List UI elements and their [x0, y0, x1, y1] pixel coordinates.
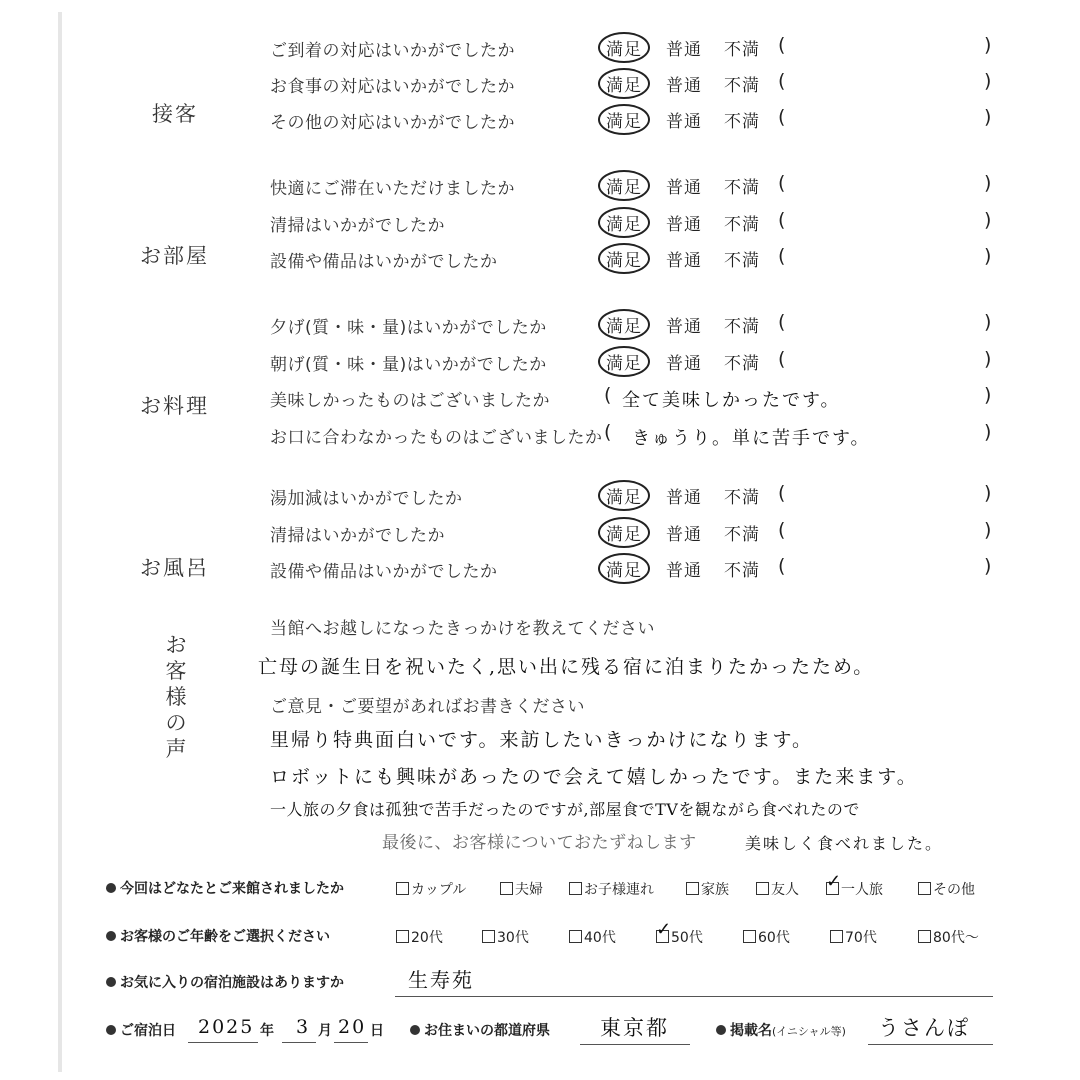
companion-label: 夫婦 [515, 882, 543, 898]
stay-month-unit: 月 [318, 1023, 332, 1039]
option-normal[interactable]: 普通 [666, 251, 702, 271]
answer-tasty: 全て美味しかったです。 [622, 390, 841, 411]
section-service: 接客 [152, 102, 198, 126]
paren-close: ) [984, 245, 992, 267]
age-label: 80代〜 [933, 930, 979, 946]
companion-question: 今回はどなたとご来館されましたか [106, 878, 344, 898]
opinion-line-4: 美味しく食べれました。 [745, 834, 944, 853]
age-label: 20代 [411, 930, 443, 946]
option-unsatisfied[interactable]: 不満 [724, 112, 760, 132]
paren-close: ) [984, 106, 992, 128]
option-satisfied-circled[interactable]: 満足 [598, 170, 650, 201]
final-question: 最後に、お客様についておたずねします [382, 833, 697, 853]
option-satisfied-circled[interactable]: 満足 [598, 553, 650, 584]
option-normal[interactable]: 普通 [666, 40, 702, 60]
companion-option[interactable] [826, 871, 883, 899]
option-satisfied-circled[interactable]: 満足 [598, 207, 650, 238]
question-7: 夕げ(質・味・量)はいかがでしたか [270, 318, 547, 338]
checkbox[interactable] [396, 930, 409, 943]
checkbox[interactable] [686, 882, 699, 895]
paren-close: ) [984, 482, 992, 504]
paren-close: ) [984, 519, 992, 541]
checkbox[interactable] [918, 930, 931, 943]
paren-open: ( [604, 384, 612, 406]
question-4: 快適にご滞在いただけましたか [270, 179, 515, 199]
question-2: お食事の対応はいかがでしたか [270, 77, 515, 97]
question-12: 清掃はいかがでしたか [270, 526, 445, 546]
opinion-line-2: ロボットにも興味があったので会えて嬉しかったです。また来ます。 [270, 766, 918, 788]
option-unsatisfied[interactable]: 不満 [724, 317, 760, 337]
stay-label: ご宿泊日 [106, 1020, 176, 1040]
paren-open: ( [778, 482, 786, 504]
option-satisfied-circled[interactable]: 満足 [598, 517, 650, 548]
paren-open: ( [778, 172, 786, 194]
question-8: 朝げ(質・味・量)はいかがでしたか [270, 355, 547, 375]
opinion-line-1: 里帰り特典面白いです。来訪したいきっかけになります。 [270, 729, 813, 751]
option-satisfied-circled[interactable]: 満足 [598, 68, 650, 99]
option-normal[interactable]: 普通 [666, 215, 702, 235]
year-underline [188, 1042, 258, 1043]
stay-year-unit: 年 [260, 1023, 274, 1039]
option-unsatisfied[interactable]: 不満 [724, 525, 760, 545]
age-label: 50代 [671, 930, 703, 946]
paren-open: ( [778, 519, 786, 541]
favorite-underline [395, 996, 993, 997]
bullet-icon [410, 1025, 420, 1035]
age-option[interactable] [830, 927, 877, 947]
companion-option[interactable] [569, 879, 654, 899]
age-label: 60代 [758, 930, 790, 946]
paren-open: ( [604, 421, 612, 443]
companion-option[interactable] [396, 879, 466, 899]
option-normal[interactable]: 普通 [666, 561, 702, 581]
bullet-icon [106, 931, 116, 941]
left-margin-bar [58, 12, 62, 1072]
paren-open: ( [778, 209, 786, 231]
option-satisfied-circled[interactable]: 満足 [598, 243, 650, 274]
checkbox[interactable] [743, 930, 756, 943]
section-bath: お風呂 [140, 556, 209, 580]
option-normal[interactable]: 普通 [666, 354, 702, 374]
prefecture-answer[interactable]: 東京都 [600, 1016, 669, 1040]
opinion-question: ご意見・ご要望があればお書きください [270, 697, 585, 717]
checkbox[interactable] [500, 882, 513, 895]
option-unsatisfied[interactable]: 不満 [724, 178, 760, 198]
option-normal[interactable]: 普通 [666, 317, 702, 337]
reason-answer: 亡母の誕生日を祝いたく,思い出に残る宿に泊まりたかったため。 [258, 656, 875, 678]
paren-close: ) [984, 348, 992, 370]
paren-open: ( [778, 348, 786, 370]
option-satisfied-circled[interactable]: 満足 [598, 309, 650, 340]
option-unsatisfied[interactable]: 不満 [724, 354, 760, 374]
question-11: 湯加減はいかがでしたか [270, 489, 463, 509]
checkbox[interactable] [396, 882, 409, 895]
option-normal[interactable]: 普通 [666, 178, 702, 198]
companion-option[interactable] [756, 879, 799, 899]
paren-close: ) [984, 172, 992, 194]
companion-option[interactable] [686, 879, 729, 899]
option-satisfied-circled[interactable]: 満足 [598, 104, 650, 135]
checkbox[interactable] [569, 882, 582, 895]
day-underline [334, 1042, 368, 1043]
question-10: お口に合わなかったものはございましたか [270, 428, 603, 448]
companion-label: 友人 [771, 882, 799, 898]
paren-open: ( [778, 555, 786, 577]
age-option[interactable] [656, 919, 703, 947]
age-label: 70代 [845, 930, 877, 946]
paren-close: ) [984, 34, 992, 56]
stay-day[interactable]: 20 [338, 1016, 367, 1038]
paren-open: ( [778, 106, 786, 128]
companion-label: 家族 [701, 882, 729, 898]
age-option[interactable] [569, 927, 616, 947]
stay-day-unit: 日 [370, 1023, 384, 1039]
paren-close: ) [984, 70, 992, 92]
bullet-icon [716, 1025, 726, 1035]
paren-close: ) [984, 421, 992, 443]
option-satisfied-circled[interactable]: 満足 [598, 480, 650, 511]
companion-label: その他 [933, 882, 975, 898]
age-option[interactable] [482, 927, 529, 947]
option-normal[interactable]: 普通 [666, 525, 702, 545]
option-unsatisfied[interactable]: 不満 [724, 488, 760, 508]
month-underline [282, 1042, 316, 1043]
section-room: お部屋 [140, 244, 209, 268]
paren-open: ( [778, 245, 786, 267]
checkbox[interactable] [830, 930, 843, 943]
paren-close: ) [984, 555, 992, 577]
prefecture-label: お住まいの都道府県 [410, 1020, 550, 1040]
checkmark-icon: ✓ [656, 919, 672, 940]
nickname-label: 掲載名(イニシャル等) [716, 1020, 846, 1040]
paren-open: ( [778, 34, 786, 56]
question-9: 美味しかったものはございましたか [270, 391, 550, 411]
option-unsatisfied[interactable]: 不満 [724, 251, 760, 271]
checkbox[interactable] [756, 882, 769, 895]
stay-month[interactable]: 3 [296, 1016, 311, 1038]
checkbox[interactable] [918, 882, 931, 895]
bullet-icon [106, 1025, 116, 1035]
section-food: お料理 [140, 394, 209, 418]
prefecture-underline [580, 1044, 690, 1045]
favorite-question: お気に入りの宿泊施設はありますか [106, 972, 344, 992]
option-normal[interactable]: 普通 [666, 112, 702, 132]
bullet-icon [106, 883, 116, 893]
age-option[interactable] [743, 927, 790, 947]
paren-close: ) [984, 311, 992, 333]
paren-open: ( [778, 311, 786, 333]
reason-question: 当館へお越しになったきっかけを教えてください [270, 619, 655, 639]
question-3: その他の対応はいかがでしたか [270, 113, 515, 133]
age-option[interactable] [396, 927, 443, 947]
question-6: 設備や備品はいかがでしたか [270, 252, 498, 272]
checkbox[interactable] [482, 930, 495, 943]
option-satisfied-circled[interactable]: 満足 [598, 346, 650, 377]
option-satisfied-circled[interactable]: 満足 [598, 32, 650, 63]
answer-disliked: きゅうり。単に苦手です。 [632, 428, 871, 449]
paren-close: ) [984, 209, 992, 231]
question-13: 設備や備品はいかがでしたか [270, 562, 498, 582]
section-voice: お客様の声 [165, 633, 187, 761]
age-question: お客様のご年齢をご選択ください [106, 926, 330, 946]
opinion-line-3: 一人旅の夕食は孤独で苦手だったのですが,部屋食でTVを観ながら食べれたので [270, 800, 860, 819]
option-normal[interactable]: 普通 [666, 488, 702, 508]
favorite-answer[interactable]: 生寿苑 [408, 968, 474, 992]
checkbox[interactable] [569, 930, 582, 943]
companion-label: お子様連れ [584, 882, 654, 898]
paren-close: ) [984, 384, 992, 406]
age-option[interactable] [918, 927, 979, 947]
question-5: 清掃はいかがでしたか [270, 216, 445, 236]
question-1: ご到着の対応はいかがでしたか [270, 41, 515, 61]
age-label: 30代 [497, 930, 529, 946]
companion-option[interactable] [500, 879, 543, 899]
paren-open: ( [778, 70, 786, 92]
option-unsatisfied[interactable]: 不満 [724, 215, 760, 235]
companion-option[interactable] [918, 879, 975, 899]
companion-label: 一人旅 [841, 882, 883, 898]
option-unsatisfied[interactable]: 不満 [724, 40, 760, 60]
companion-label: カップル [411, 882, 467, 898]
checkbox[interactable] [826, 871, 842, 895]
age-label: 40代 [584, 930, 616, 946]
stay-year[interactable]: 2025 [198, 1016, 255, 1038]
bullet-icon [106, 977, 116, 987]
option-normal[interactable]: 普通 [666, 76, 702, 96]
nickname-underline [868, 1044, 993, 1045]
option-unsatisfied[interactable]: 不満 [724, 561, 760, 581]
checkbox[interactable] [656, 919, 672, 943]
nickname-answer[interactable]: うさんぽ [878, 1016, 970, 1040]
option-unsatisfied[interactable]: 不満 [724, 76, 760, 96]
checkmark-icon: ✓ [826, 871, 842, 892]
